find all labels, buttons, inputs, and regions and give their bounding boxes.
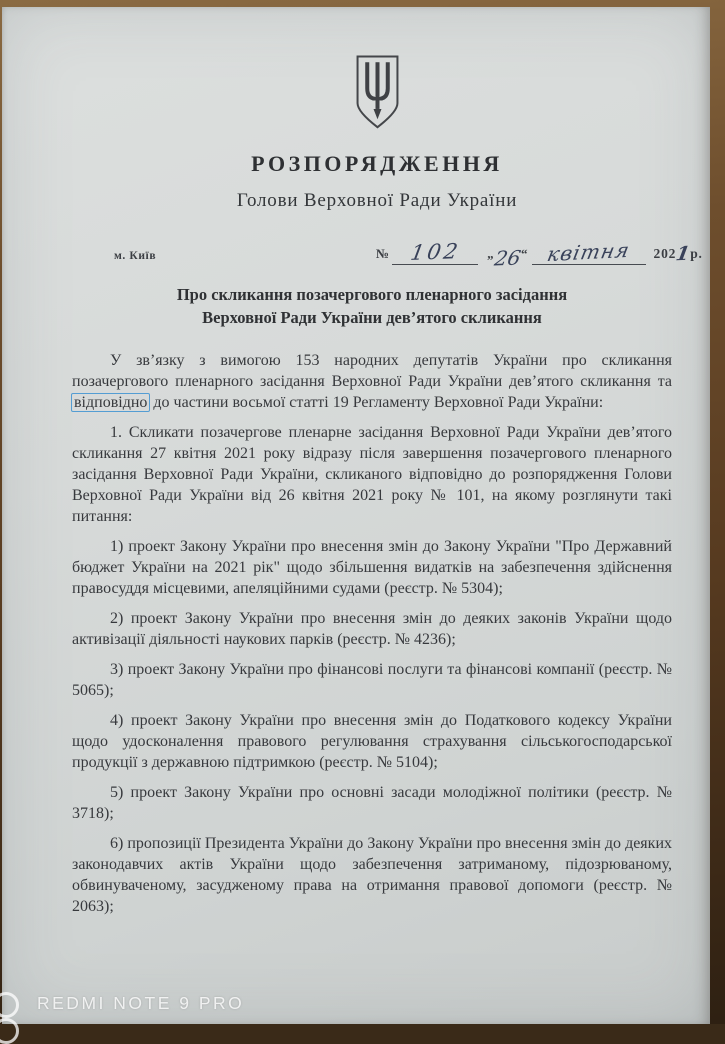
number-blank-line	[392, 240, 478, 265]
subject-line-1: Про скликання позачергового пленарного засідання	[176, 285, 568, 304]
subitem-6-paragraph: 6) пропозиції Президента України до Закону України про внесення змін до деяких законодавчих актів України щодо забезпечення затриманому, підозрюваному, обвинуваченому, засудженому права на отримання правової допомоги (реєстр. № 2063);	[72, 835, 672, 915]
handwritten-number: 102	[408, 239, 463, 265]
number-and-date	[376, 237, 703, 271]
annotation-highlight-box: відповідно	[71, 393, 150, 412]
subitem-2-paragraph: 2) проект Закону України про внесення змін до деяких законів України щодо активізації діяльності наукових парків (реєстр. № 4236);	[72, 610, 672, 648]
document-body	[72, 350, 672, 926]
subitem-5-paragraph: 5) проект Закону України про основні засади молодіжної політики (реєстр. № 3718);	[72, 784, 672, 822]
intro-before: У зв’язку з вимогою 153 народних депутатів України про скликання позачергового пленарного засідання Верховної Ради України дев’ятого скликання та	[72, 352, 672, 390]
document-type-title: РОЗПОРЯДЖЕННЯ	[251, 151, 503, 176]
city-label: м. Київ	[114, 250, 157, 262]
watermark-text: REDMI NOTE 9 PRO	[37, 993, 245, 1013]
document-meta-row	[114, 237, 703, 274]
open-quote: „	[487, 246, 494, 261]
year-suffix: р.	[690, 246, 703, 261]
intro-paragraph	[72, 350, 672, 413]
document-subtitle: Голови Верховної Ради України	[236, 190, 518, 211]
year-group	[654, 243, 703, 265]
document-header	[57, 51, 697, 212]
subitem-3-paragraph: 3) проект Закону України про фінансові послуги та фінансові компанії (реєстр. № 5065);	[72, 661, 672, 699]
ukraine-trident-emblem-icon	[349, 51, 406, 135]
close-quote: “	[521, 246, 528, 261]
paper-sheet	[2, 7, 710, 1024]
subitem-4-paragraph: 4) проект Закону України про внесення змін до Податкового кодексу України щодо удосконалення правового регулювання страхування сільськогосподарської продукції з державною підтримкою (реєстр. № 5104);	[72, 712, 672, 771]
lens-ring-icon	[0, 992, 19, 1018]
year-printed: 202	[653, 246, 677, 261]
handwritten-year-digit: 1	[674, 242, 693, 266]
item-1-paragraph: 1. Скликати позачергове пленарне засідання Верховної Ради України дев’ятого скликання 27 квітня 2021 року відразу після завершення позачергового пленарного засідання Верховної Ради України, скликаного відповідно до розпорядження Голови Верховної Ради України від 26 квітня 2021 року № 101, на якому розглянути такі питання:	[72, 424, 672, 525]
document-subject	[92, 283, 652, 329]
lens-ring-icon	[0, 1018, 19, 1044]
subject-line-2: Верховної Ради України дев’ятого скликання	[202, 308, 542, 327]
month-blank-line	[532, 237, 646, 267]
subitem-1-paragraph: 1) проект Закону України про внесення змін до Закону України "Про Державний бюджет України на 2021 рік" щодо збільшення видатків на забезпечення здійснення правосуддя місцевими, апеляційними судами (реєстр. № 5304);	[72, 538, 672, 597]
number-label: №	[376, 246, 390, 261]
intro-after: до частини восьмої статті 19 Регламенту Верховної Ради України:	[149, 394, 604, 411]
handwritten-month: квітня	[545, 237, 633, 267]
redmi-camera-watermark	[0, 990, 300, 1024]
handwritten-day: 26	[492, 245, 523, 271]
